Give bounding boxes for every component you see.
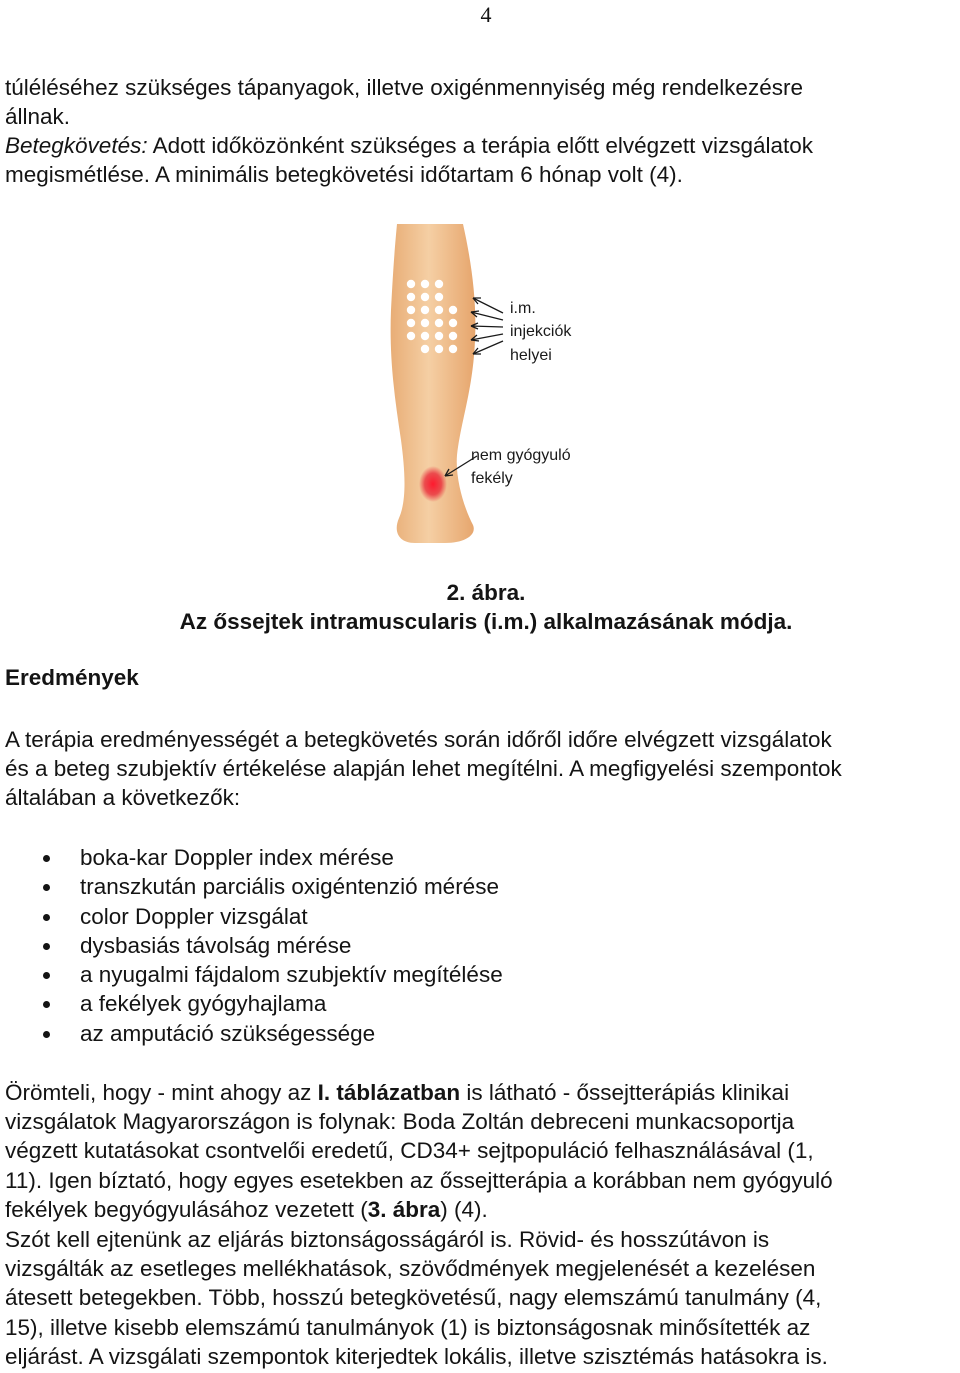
injection-dot <box>421 345 429 353</box>
injection-dot <box>407 293 415 301</box>
closing-line-6: Szót kell ejtenünk az eljárás biztonságosságáról is. Rövid- és hosszútávon is <box>5 1227 770 1252</box>
injection-dot <box>407 306 415 314</box>
bullet-icon <box>43 943 50 950</box>
closing-line-3: végzett kutatásokat csontvelői eredetű, CD34+ sejtpopuláció felhasználásával (1, <box>5 1138 814 1163</box>
list-item: a nyugalmi fájdalom szubjektív megítélése <box>0 960 503 989</box>
injection-dot <box>407 332 415 340</box>
bullet-icon <box>43 1001 50 1008</box>
followup-label: Betegkövetés: <box>5 133 148 158</box>
intro-line-2: állnak. <box>5 104 71 129</box>
figure-caption-number: 2. ábra. <box>446 580 526 605</box>
followup-text: Adott időközönként szükséges a terápia előtt elvégzett vizsgálatok <box>147 133 813 158</box>
injection-dot <box>449 345 457 353</box>
figure-reference: 3. ábra <box>367 1197 441 1222</box>
injection-dot <box>421 319 429 327</box>
label-non-healing: nem gyógyuló <box>471 447 571 464</box>
bullet-icon <box>43 914 50 921</box>
injection-dot <box>407 319 415 327</box>
injection-dot <box>449 332 457 340</box>
label-im: i.m. <box>510 300 536 317</box>
observation-list <box>0 843 503 1048</box>
injection-dot <box>435 345 443 353</box>
closing-line-4: 11). Igen bíztató, hogy egyes esetekben az őssejtterápia a korábban nem gyógyuló <box>5 1168 833 1193</box>
ulcer-spot <box>419 466 447 502</box>
injection-dot <box>435 293 443 301</box>
injection-dot <box>421 332 429 340</box>
list-item: az amputáció szükségessége <box>0 1019 503 1048</box>
results-paragraph-line-1: A terápia eredményességét a betegkövetés során időről időre elvégzett vizsgálatok <box>5 727 832 752</box>
closing-line-8: átesett betegekben. Több, hosszú betegkövetésű, nagy elemszámú tanulmány (4, <box>5 1285 822 1310</box>
list-item: dysbasiás távolság mérése <box>0 931 503 960</box>
injection-dot <box>449 319 457 327</box>
list-item: color Doppler vizsgálat <box>0 902 503 931</box>
closing-line-7: vizsgálták az esetleges mellékhatások, szövődmények megjelenését a kezelésen <box>5 1256 816 1281</box>
results-paragraph-line-2: és a beteg szubjektív értékelése alapján lehet megítélni. A megfigyelési szempontok <box>5 756 842 781</box>
leg-injection-figure <box>385 220 600 550</box>
injection-dot <box>435 280 443 288</box>
closing-line-10: eljárást. A vizsgálati szempontok kiterjedtek lokális, illetve szisztémás hatásokra is. <box>5 1344 828 1369</box>
page-number: 4 <box>480 2 492 27</box>
injection-dot <box>421 306 429 314</box>
list-item: a fekélyek gyógyhajlama <box>0 989 503 1018</box>
bullet-icon <box>43 1031 50 1038</box>
injection-dot <box>421 280 429 288</box>
label-injections: injekciók <box>510 323 572 340</box>
figure-caption-text: Az őssejtek intramuscularis (i.m.) alkalmazásának módja. <box>179 609 793 634</box>
injection-dot <box>435 319 443 327</box>
closing-line-5: fekélyek begyógyulásához vezetett (3. ábra) (4). <box>5 1197 488 1222</box>
closing-line-9: 15), illetve kisebb elemszámú tanulmányok (1) is biztonságosnak minősítették az <box>5 1315 811 1340</box>
leg-illustration <box>385 220 600 550</box>
list-item: transzkután parciális oxigéntenzió mérése <box>0 872 503 901</box>
injection-dot <box>407 280 415 288</box>
intro-line-1: túléléséhez szükséges tápanyagok, illetve oxigénmennyiség még rendelkezésre <box>5 75 803 100</box>
bullet-icon <box>43 855 50 862</box>
bullet-icon <box>43 972 50 979</box>
closing-line-2: vizsgálatok Magyarországon is folynak: Boda Zoltán debreceni munkacsoportja <box>5 1109 795 1134</box>
table-reference: I. táblázatban <box>317 1080 461 1105</box>
label-ulcer: fekély <box>471 470 513 487</box>
intro-line-4: megismétlése. A minimális betegkövetési időtartam 6 hónap volt (4). <box>5 162 683 187</box>
followup-line <box>5 131 813 161</box>
label-sites: helyei <box>510 347 552 364</box>
injection-dot <box>435 332 443 340</box>
list-item: boka-kar Doppler index mérése <box>0 843 503 872</box>
results-paragraph-line-3: általában a következők: <box>5 785 241 810</box>
injection-dot <box>421 293 429 301</box>
closing-line-1: Örömteli, hogy - mint ahogy az I. táblázatban is látható - őssejtterápiás klinikai <box>5 1080 790 1105</box>
injection-arrows <box>471 298 503 354</box>
bullet-icon <box>43 884 50 891</box>
injection-dot <box>435 306 443 314</box>
injection-dot <box>449 306 457 314</box>
results-heading: Eredmények <box>5 665 139 690</box>
